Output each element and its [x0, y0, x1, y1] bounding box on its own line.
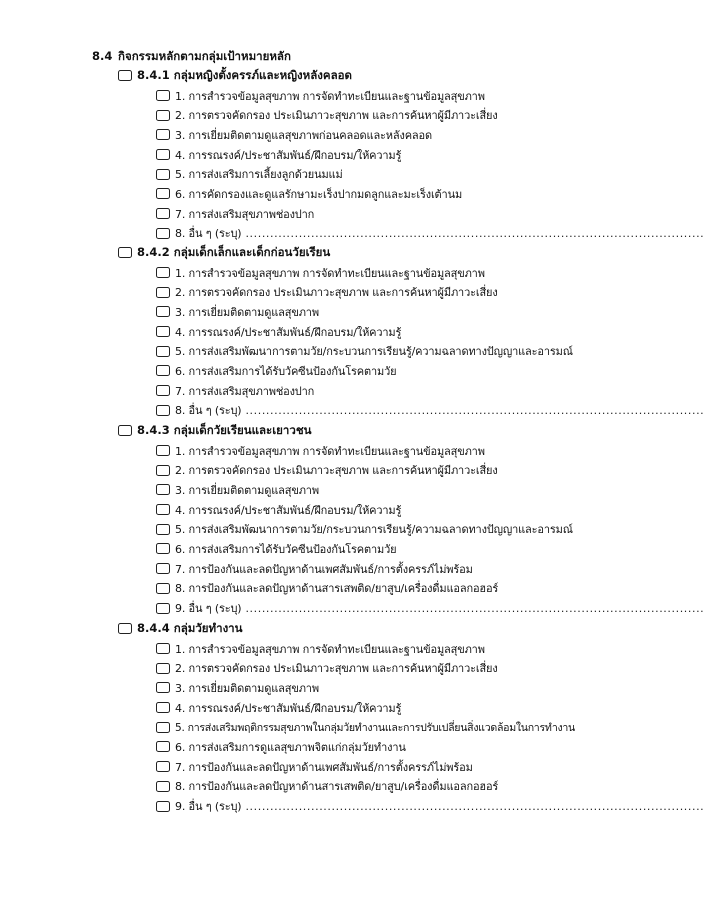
group-title: 8.4.3 กลุ่มเด็กวัยเรียนและเยาวชน [137, 422, 312, 437]
option-checkbox[interactable] [156, 287, 170, 298]
option-label: 3. การเยี่ยมติดตามดูแลสุขภาพก่อนคลอดและหลังคลอด [175, 128, 432, 142]
option-item[interactable] [118, 86, 618, 106]
other-specify-line[interactable]: ................................................................................................................ [245, 799, 704, 813]
option-checkbox[interactable] [156, 228, 170, 239]
option-item[interactable] [118, 757, 618, 777]
option-checkbox[interactable] [156, 781, 170, 792]
option-item[interactable] [118, 639, 618, 659]
option-checkbox[interactable] [156, 504, 170, 515]
group-header[interactable] [118, 421, 618, 441]
option-label: 2. การตรวจคัดกรอง ประเมินภาวะสุขภาพ และการค้นหาผู้มีภาวะเสี่ยง [175, 286, 498, 300]
option-checkbox[interactable] [156, 465, 170, 476]
other-specify-line[interactable]: ................................................................................................................ [245, 226, 704, 240]
section-title: กิจกรรมหลักตามกลุ่มเป้าหมายหลัก [118, 49, 291, 63]
option-item[interactable] [118, 184, 618, 204]
option-label: 1. การสำรวจข้อมูลสุขภาพ การจัดทำทะเบียนและฐานข้อมูลสุขภาพ [175, 266, 485, 280]
option-label: 7. การป้องกันและลดปัญหาด้านเพศสัมพันธ์/การตั้งครรภ์ไม่พร้อม [175, 562, 473, 576]
option-checkbox[interactable] [156, 208, 170, 219]
option-label: 5. การส่งเสริมพฤติกรรมสุขภาพในกลุ่มวัยทำงานและการปรับเปลี่ยนสิ่งแวดล้อมในการทำงาน [175, 721, 575, 734]
option-label: 7. การส่งเสริมสุขภาพช่องปาก [175, 207, 315, 221]
option-item[interactable] [118, 737, 618, 757]
option-item[interactable] [118, 302, 618, 322]
option-item[interactable] [118, 460, 618, 480]
option-item[interactable] [118, 145, 618, 165]
option-checkbox[interactable] [156, 741, 170, 752]
option-item[interactable] [118, 441, 618, 461]
option-checkbox[interactable] [156, 90, 170, 101]
group-school-age-youth [118, 421, 704, 618]
option-checkbox[interactable] [156, 405, 170, 416]
option-label: 3. การเยี่ยมติดตามดูแลสุขภาพ [175, 305, 319, 319]
option-item-other[interactable] [118, 224, 704, 244]
group-early-childhood [118, 243, 704, 420]
option-label: 4. การรณรงค์/ประชาสัมพันธ์/ฝึกอบรม/ให้ความรู้ [175, 701, 402, 715]
option-label: 7. การป้องกันและลดปัญหาด้านเพศสัมพันธ์/การตั้งครรภ์ไม่พร้อม [175, 760, 473, 774]
option-label: 4. การรณรงค์/ประชาสัมพันธ์/ฝึกอบรม/ให้ความรู้ [175, 325, 402, 339]
option-label: 8. อื่น ๆ (ระบุ) [175, 227, 242, 241]
group-working-age [118, 619, 704, 816]
option-item[interactable] [118, 519, 618, 539]
option-item[interactable] [118, 361, 618, 381]
option-label: 4. การรณรงค์/ประชาสัมพันธ์/ฝึกอบรม/ให้ความรู้ [175, 148, 402, 162]
option-checkbox[interactable] [156, 149, 170, 160]
option-item[interactable] [118, 698, 618, 718]
option-item[interactable] [118, 381, 618, 401]
option-checkbox[interactable] [156, 524, 170, 535]
group-pregnant-postpartum [118, 66, 704, 243]
option-item[interactable] [118, 480, 618, 500]
option-item[interactable] [118, 341, 618, 361]
option-label: 7. การส่งเสริมสุขภาพช่องปาก [175, 384, 315, 398]
group-checkbox[interactable] [118, 247, 132, 258]
option-item[interactable] [118, 579, 618, 599]
group-checkbox[interactable] [118, 425, 132, 436]
option-label: 2. การตรวจคัดกรอง ประเมินภาวะสุขภาพ และการค้นหาผู้มีภาวะเสี่ยง [175, 109, 498, 123]
option-checkbox[interactable] [156, 722, 170, 733]
option-checkbox[interactable] [156, 761, 170, 772]
option-label: 9. อื่น ๆ (ระบุ) [175, 800, 242, 814]
group-title: 8.4.2 กลุ่มเด็กเล็กและเด็กก่อนวัยเรียน [137, 244, 331, 259]
option-item[interactable] [118, 105, 618, 125]
option-checkbox[interactable] [156, 484, 170, 495]
group-title: 8.4.4 กลุ่มวัยทำงาน [137, 620, 243, 635]
option-item[interactable] [118, 777, 618, 797]
option-checkbox[interactable] [156, 543, 170, 554]
option-item-other[interactable] [118, 796, 704, 816]
option-checkbox[interactable] [156, 110, 170, 121]
group-checkbox[interactable] [118, 70, 132, 81]
option-item[interactable] [118, 500, 618, 520]
option-checkbox[interactable] [156, 326, 170, 337]
option-label: 4. การรณรงค์/ประชาสัมพันธ์/ฝึกอบรม/ให้ความรู้ [175, 503, 402, 517]
option-label: 3. การเยี่ยมติดตามดูแลสุขภาพ [175, 483, 319, 497]
option-item[interactable] [118, 204, 618, 224]
group-header[interactable] [118, 243, 618, 263]
option-checkbox[interactable] [156, 702, 170, 713]
option-label: 2. การตรวจคัดกรอง ประเมินภาวะสุขภาพ และการค้นหาผู้มีภาวะเสี่ยง [175, 662, 498, 676]
option-checkbox[interactable] [156, 346, 170, 357]
option-label: 6. การส่งเสริมการดูแลสุขภาพจิตแก่กลุ่มวัยทำงาน [175, 740, 406, 754]
group-header[interactable] [118, 66, 618, 86]
option-checkbox[interactable] [156, 385, 170, 396]
option-label: 5. การส่งเสริมพัฒนาการตามวัย/กระบวนการเรียนรู้/ความฉลาดทางปัญญาและอารมณ์ [175, 345, 573, 359]
option-checkbox[interactable] [156, 129, 170, 140]
option-checkbox[interactable] [156, 663, 170, 674]
option-label: 1. การสำรวจข้อมูลสุขภาพ การจัดทำทะเบียนและฐานข้อมูลสุขภาพ [175, 444, 485, 458]
option-label: 1. การสำรวจข้อมูลสุขภาพ การจัดทำทะเบียนและฐานข้อมูลสุขภาพ [175, 642, 485, 656]
group-checkbox[interactable] [118, 623, 132, 634]
option-checkbox[interactable] [156, 563, 170, 574]
group-title: 8.4.1 กลุ่มหญิงตั้งครรภ์และหญิงหลังคลอด [137, 67, 353, 82]
option-item[interactable] [118, 539, 618, 559]
group-header[interactable] [118, 619, 618, 639]
option-checkbox[interactable] [156, 306, 170, 317]
option-item[interactable] [118, 658, 618, 678]
option-label: 9. อื่น ๆ (ระบุ) [175, 602, 242, 616]
option-checkbox[interactable] [156, 169, 170, 180]
option-checkbox[interactable] [156, 583, 170, 594]
option-checkbox[interactable] [156, 643, 170, 654]
other-specify-line[interactable]: ................................................................................................................ [245, 403, 704, 417]
option-label: 5. การส่งเสริมการเลี้ยงลูกด้วยนมแม่ [175, 168, 343, 182]
section-number: 8.4 [92, 49, 113, 63]
option-item[interactable] [118, 164, 618, 184]
option-item[interactable] [118, 322, 618, 342]
option-item[interactable] [118, 263, 618, 283]
option-label: 1. การสำรวจข้อมูลสุขภาพ การจัดทำทะเบียนและฐานข้อมูลสุขภาพ [175, 89, 485, 103]
option-label: 2. การตรวจคัดกรอง ประเมินภาวะสุขภาพ และการค้นหาผู้มีภาวะเสี่ยง [175, 464, 498, 478]
option-checkbox[interactable] [156, 267, 170, 278]
option-checkbox[interactable] [156, 365, 170, 376]
other-specify-line[interactable]: ................................................................................................................ [245, 601, 704, 615]
option-checkbox[interactable] [156, 801, 170, 812]
option-label: 6. การคัดกรองและดูแลรักษามะเร็งปากมดลูกและมะเร็งเต้านม [175, 187, 463, 201]
option-item-other[interactable] [118, 598, 704, 618]
option-item[interactable] [118, 717, 618, 737]
option-label: 6. การส่งเสริมการได้รับวัคซีนป้องกันโรคตามวัย [175, 364, 397, 378]
option-label: 8. การป้องกันและลดปัญหาด้านสารเสพติด/ยาสูบ/เครื่องดื่มแอลกอฮอร์ [175, 582, 499, 596]
option-checkbox[interactable] [156, 188, 170, 199]
section-heading [92, 48, 291, 64]
option-item[interactable] [118, 678, 618, 698]
option-label: 8. อื่น ๆ (ระบุ) [175, 404, 242, 418]
option-item[interactable] [118, 282, 618, 302]
option-checkbox[interactable] [156, 445, 170, 456]
option-label: 5. การส่งเสริมพัฒนาการตามวัย/กระบวนการเรียนรู้/ความฉลาดทางปัญญาและอารมณ์ [175, 523, 573, 537]
option-label: 8. การป้องกันและลดปัญหาด้านสารเสพติด/ยาสูบ/เครื่องดื่มแอลกอฮอร์ [175, 780, 499, 794]
option-label: 3. การเยี่ยมติดตามดูแลสุขภาพ [175, 681, 319, 695]
option-item[interactable] [118, 559, 618, 579]
option-item-other[interactable] [118, 401, 704, 421]
option-checkbox[interactable] [156, 682, 170, 693]
option-item[interactable] [118, 125, 618, 145]
option-label: 6. การส่งเสริมการได้รับวัคซีนป้องกันโรคตามวัย [175, 542, 397, 556]
option-checkbox[interactable] [156, 603, 170, 614]
